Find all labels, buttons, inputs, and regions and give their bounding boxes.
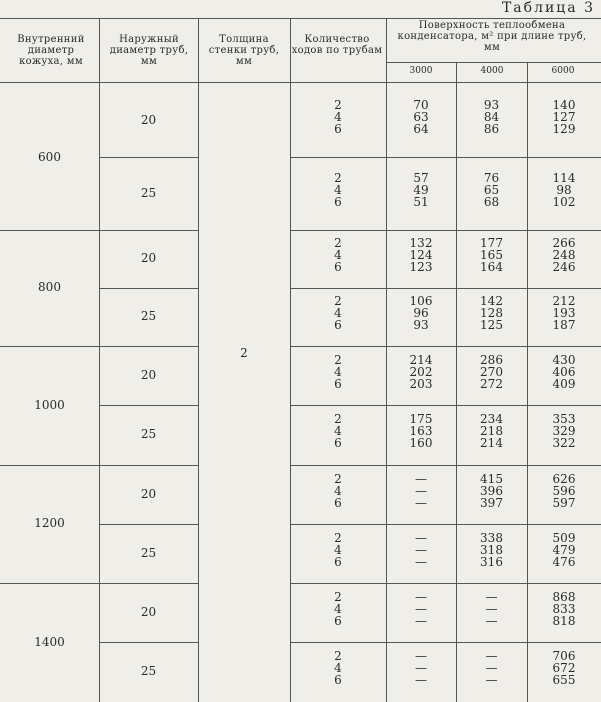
tube-diameter: 25: [140, 185, 157, 200]
value-passes: 2: [334, 236, 342, 250]
value-l3000: 57: [413, 170, 429, 185]
tube-diameter: 20: [140, 486, 157, 501]
value-l4000: 142: [480, 294, 503, 308]
tube-diameter: 20: [140, 367, 157, 382]
value-l6000: 193: [552, 306, 576, 320]
value-stack-l4000: [456, 591, 527, 627]
value-stack-l6000: [527, 413, 601, 449]
value-passes: 4: [334, 483, 342, 498]
value-l4000: 218: [480, 424, 503, 438]
value-passes: 6: [334, 673, 342, 687]
table-caption: Таблица 3: [501, 0, 595, 16]
value-passes: 4: [334, 542, 342, 557]
header-passes: Количество ходов по трубам: [291, 34, 383, 56]
value-l3000: 202: [409, 364, 433, 379]
value-l6000: 868: [552, 589, 576, 604]
value-stack-passes: [290, 413, 386, 449]
value-stack-passes: [290, 99, 386, 135]
value-l3000: 96: [413, 306, 429, 320]
value-stack-l6000: [527, 473, 601, 509]
sub-rule-right: [290, 642, 601, 643]
value-passes: 6: [334, 260, 342, 274]
value-stack-passes: [290, 473, 386, 509]
value-l6000: 476: [552, 554, 576, 569]
value-l6000: 266: [552, 236, 576, 250]
value-l3000: —: [415, 613, 427, 628]
value-l6000: 353: [552, 412, 576, 426]
tube-diameter: 20: [140, 251, 157, 265]
value-l6000: 127: [552, 110, 576, 124]
value-stack-l4000: [456, 532, 527, 568]
value-passes: 6: [334, 495, 342, 510]
value-l3000: —: [415, 554, 427, 569]
value-l6000: 406: [552, 364, 576, 379]
value-stack-l4000: [456, 354, 527, 390]
value-l6000: 212: [552, 294, 576, 308]
value-stack-passes: [290, 650, 386, 686]
value-stack-l3000: [386, 295, 456, 331]
value-l6000: 187: [552, 318, 576, 332]
value-l6000: 430: [552, 352, 576, 367]
sub-rule: [99, 642, 198, 643]
value-stack-l4000: [456, 650, 527, 686]
value-l4000: 125: [480, 318, 503, 332]
value-l3000: 49: [413, 182, 429, 197]
value-l6000: 818: [552, 613, 576, 628]
value-l4000: —: [485, 661, 498, 675]
value-l3000: 175: [409, 412, 433, 426]
value-l3000: —: [415, 673, 427, 687]
value-stack-passes: [290, 172, 386, 208]
value-l3000: 203: [409, 376, 433, 391]
value-l6000: 129: [552, 122, 576, 136]
value-stack-l6000: [527, 237, 601, 273]
value-l4000: 234: [480, 412, 503, 426]
value-l3000: —: [415, 495, 427, 510]
value-l3000: —: [415, 483, 427, 498]
value-l3000: —: [415, 601, 427, 616]
value-stack-l3000: [386, 172, 456, 208]
value-l3000: 160: [409, 436, 433, 450]
value-stack-l3000: [386, 591, 456, 627]
value-l3000: 51: [413, 194, 429, 209]
value-stack-l3000: [386, 413, 456, 449]
tube-diameter: 25: [140, 427, 157, 441]
sub-rule-right: [290, 288, 601, 289]
tube-diameter: 25: [140, 545, 157, 560]
tube-diameter: 25: [140, 309, 157, 323]
shell-diameter: 1400: [34, 634, 65, 649]
value-l4000: 84: [483, 110, 500, 124]
value-l3000: 123: [409, 260, 433, 274]
value-l4000: 415: [480, 471, 503, 486]
value-l3000: 63: [413, 110, 429, 124]
value-l4000: 286: [480, 352, 503, 367]
tube-diameter: 20: [140, 604, 157, 619]
value-l4000: 270: [480, 364, 503, 379]
value-l4000: 397: [480, 495, 503, 510]
value-stack-l6000: [527, 354, 601, 390]
value-passes: 6: [334, 122, 342, 136]
value-l6000: 322: [552, 436, 576, 450]
value-l4000: 177: [480, 236, 503, 250]
value-stack-l3000: [386, 473, 456, 509]
group-rule-right: [290, 346, 601, 347]
value-l4000: 164: [480, 260, 503, 274]
value-stack-passes: [290, 237, 386, 273]
value-l4000: 76: [483, 170, 500, 185]
value-l4000: 338: [480, 530, 503, 545]
value-passes: 4: [334, 424, 342, 438]
value-passes: 2: [334, 294, 342, 308]
value-stack-l4000: [456, 237, 527, 273]
value-l3000: —: [415, 589, 427, 604]
value-l6000: 248: [552, 248, 576, 262]
value-stack-l3000: [386, 237, 456, 273]
value-stack-l4000: [456, 99, 527, 135]
value-l3000: —: [415, 471, 427, 486]
value-l6000: 596: [552, 483, 576, 498]
tube-diameter: 20: [140, 113, 157, 127]
value-l4000: 86: [483, 122, 500, 136]
header-sub-rule: [386, 62, 601, 63]
value-l6000: 706: [552, 649, 576, 663]
sub-rule-right: [290, 405, 601, 406]
group-rule-right: [290, 583, 601, 584]
value-passes: 6: [334, 613, 342, 628]
value-l6000: 114: [552, 170, 576, 185]
value-l3000: 106: [409, 294, 433, 308]
value-l6000: 329: [552, 424, 576, 438]
value-l6000: 98: [556, 182, 572, 197]
value-l4000: 316: [480, 554, 503, 569]
value-l6000: 409: [552, 376, 576, 391]
value-passes: 4: [334, 364, 342, 379]
group-rule: [0, 230, 198, 231]
tube-diameter: 25: [140, 664, 157, 678]
value-passes: 6: [334, 318, 342, 332]
value-l6000: 672: [552, 661, 576, 675]
value-passes: 2: [334, 471, 342, 486]
value-l4000: —: [485, 613, 498, 628]
value-l6000: 597: [552, 495, 576, 510]
header-length-6000: 6000: [551, 66, 575, 76]
value-stack-l6000: [527, 99, 601, 135]
group-rule-right: [290, 230, 601, 231]
value-stack-l4000: [456, 413, 527, 449]
value-stack-l3000: [386, 354, 456, 390]
group-rule-right: [290, 465, 601, 466]
value-stack-passes: [290, 354, 386, 390]
value-l6000: 509: [552, 530, 576, 545]
value-l4000: —: [485, 673, 498, 687]
value-passes: 2: [334, 530, 342, 545]
value-l3000: 163: [409, 424, 433, 438]
value-l3000: —: [415, 530, 427, 545]
header-surface: Поверхность теплообмена конденсатора, м² при длине труб, мм: [397, 20, 587, 53]
value-l4000: 93: [483, 98, 500, 112]
sub-rule-right: [290, 524, 601, 525]
header-outer-diameter: Наружный диаметр труб, мм: [109, 34, 189, 67]
shell-diameter: 1000: [34, 397, 65, 412]
value-stack-l6000: [527, 591, 601, 627]
value-l4000: 318: [480, 542, 503, 557]
value-l4000: 68: [483, 194, 500, 209]
value-passes: 2: [334, 170, 342, 185]
header-wall-thickness: Толщина стенки труб, мм: [208, 34, 280, 67]
value-l4000: 165: [480, 248, 503, 262]
value-passes: 2: [334, 412, 342, 426]
value-l6000: 626: [552, 471, 576, 486]
value-l3000: 124: [409, 248, 433, 262]
value-stack-l6000: [527, 295, 601, 331]
value-passes: 2: [334, 98, 342, 112]
sub-rule: [99, 524, 198, 525]
value-passes: 2: [334, 649, 342, 663]
value-l4000: 396: [480, 483, 503, 498]
value-l3000: —: [415, 542, 427, 557]
value-stack-l4000: [456, 172, 527, 208]
value-l4000: 214: [480, 436, 503, 450]
header-top-rule: [0, 18, 601, 19]
value-l4000: 65: [483, 182, 500, 197]
value-stack-passes: [290, 295, 386, 331]
value-l4000: 272: [480, 376, 503, 391]
value-passes: 4: [334, 110, 342, 124]
value-l3000: —: [415, 661, 427, 675]
wall-thickness-value: 2: [240, 346, 248, 360]
value-stack-passes: [290, 532, 386, 568]
sub-rule: [99, 288, 198, 289]
value-stack-l3000: [386, 532, 456, 568]
group-rule: [0, 346, 198, 347]
value-l3000: 70: [413, 98, 429, 112]
value-stack-l4000: [456, 295, 527, 331]
value-passes: 6: [334, 376, 342, 391]
value-l4000: —: [485, 649, 498, 663]
value-passes: 4: [334, 661, 342, 675]
value-l6000: 479: [552, 542, 576, 557]
value-l4000: —: [485, 601, 498, 616]
value-stack-l3000: [386, 99, 456, 135]
group-rule: [0, 465, 198, 466]
group-rule: [0, 583, 198, 584]
value-passes: 2: [334, 352, 342, 367]
value-passes: 6: [334, 194, 342, 209]
header-inner-diameter: Внутренний диаметр кожуха, мм: [17, 34, 85, 67]
shell-diameter: 1200: [34, 516, 65, 530]
value-stack-l6000: [527, 532, 601, 568]
value-l3000: 132: [409, 236, 433, 250]
value-l6000: 833: [552, 601, 576, 616]
value-stack-passes: [290, 591, 386, 627]
value-l4000: 128: [480, 306, 503, 320]
sub-rule-right: [290, 157, 601, 158]
value-stack-l6000: [527, 172, 601, 208]
header-bottom-rule: [0, 82, 601, 83]
value-passes: 4: [334, 248, 342, 262]
value-l3000: 93: [413, 318, 429, 332]
header-length-4000: 4000: [480, 66, 504, 76]
value-l6000: 102: [552, 194, 576, 209]
value-passes: 4: [334, 182, 342, 197]
value-stack-l6000: [527, 650, 601, 686]
value-l4000: —: [485, 589, 498, 604]
col-divider-2: [198, 18, 199, 702]
value-l6000: 246: [552, 260, 576, 274]
value-l3000: 64: [413, 122, 429, 136]
value-passes: 2: [334, 589, 342, 604]
header-length-3000: 3000: [409, 66, 433, 76]
value-stack-l3000: [386, 650, 456, 686]
value-l3000: —: [415, 649, 427, 663]
value-passes: 6: [334, 554, 342, 569]
value-passes: 4: [334, 306, 342, 320]
sub-rule: [99, 157, 198, 158]
value-stack-l4000: [456, 473, 527, 509]
value-passes: 4: [334, 601, 342, 616]
sub-rule: [99, 405, 198, 406]
value-l6000: 655: [552, 673, 576, 687]
shell-diameter: 600: [38, 149, 61, 164]
shell-diameter: 800: [38, 280, 61, 294]
value-l3000: 214: [409, 352, 433, 367]
value-passes: 6: [334, 436, 342, 450]
value-l6000: 140: [552, 98, 576, 112]
